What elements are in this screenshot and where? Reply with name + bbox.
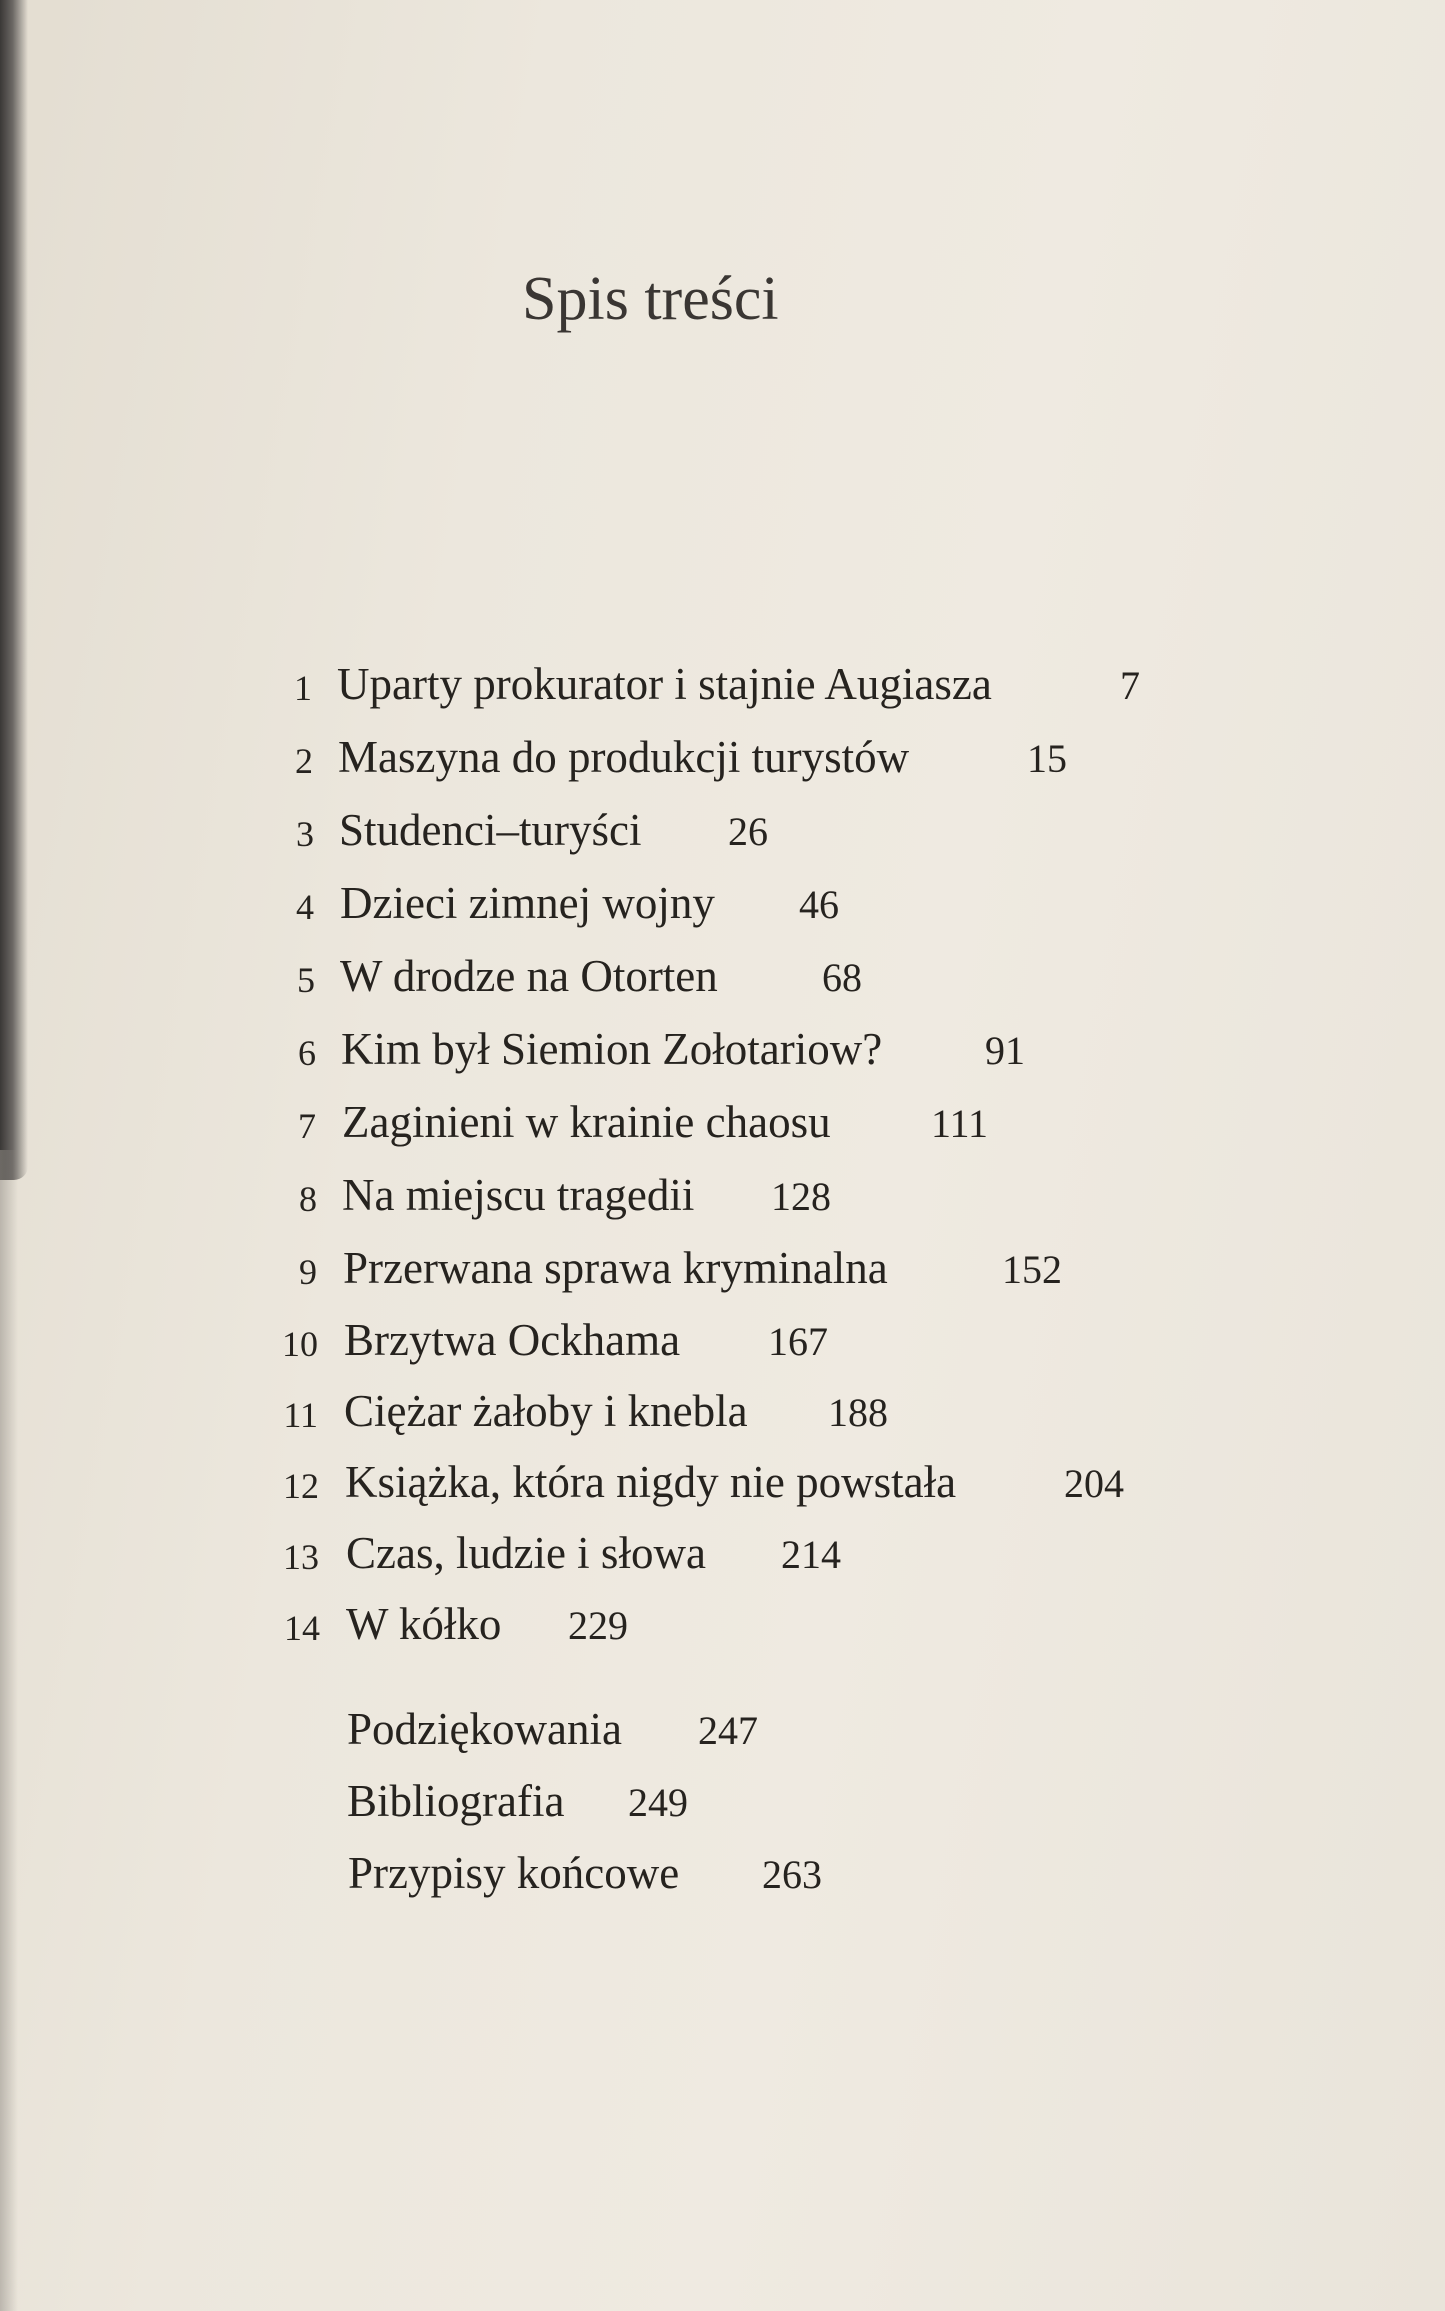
page-number: 167 (768, 1319, 828, 1364)
binding-edge (0, 1150, 18, 2311)
page-number: 46 (799, 882, 839, 927)
page-number: 214 (781, 1532, 841, 1577)
chapter-title: Na miejscu tragedii (342, 1170, 695, 1220)
chapter-number: 6 (298, 1033, 316, 1073)
page-number: 152 (1002, 1247, 1062, 1292)
page-number: 247 (698, 1708, 758, 1753)
chapter-title: Dzieci zimnej wojny (340, 878, 715, 928)
page-number: 204 (1064, 1461, 1124, 1506)
chapter-title: Brzytwa Ockhama (344, 1315, 681, 1365)
chapter-title: W kółko (346, 1599, 502, 1649)
chapter-title: Przerwana sprawa kryminalna (343, 1243, 888, 1293)
page-number: 111 (931, 1101, 989, 1146)
page-number: 263 (762, 1852, 822, 1897)
binding-shadow (0, 0, 28, 1180)
chapter-number: 2 (295, 741, 313, 781)
section-title: Bibliografia (347, 1776, 565, 1826)
chapter-number: 4 (296, 887, 314, 927)
page-number: 229 (568, 1603, 628, 1648)
chapter-title: Studenci–turyści (339, 805, 642, 855)
chapter-number: 13 (283, 1537, 319, 1577)
chapter-number: 11 (283, 1395, 318, 1435)
page-number: 68 (822, 955, 862, 1000)
page-number: 15 (1027, 736, 1067, 781)
page-number: 128 (771, 1174, 831, 1219)
chapter-title: Zaginieni w krainie chaosu (342, 1097, 831, 1147)
section-title: Podziękowania (347, 1704, 622, 1754)
chapter-number: 12 (283, 1466, 319, 1506)
chapter-title: Czas, ludzie i słowa (346, 1528, 706, 1578)
chapter-number: 3 (296, 814, 314, 854)
chapter-title: Kim był Siemion Zołotariow? (341, 1024, 883, 1074)
chapter-number: 9 (299, 1252, 317, 1292)
section-title: Przypisy końcowe (348, 1848, 680, 1898)
page-title: Spis treści (522, 265, 779, 333)
chapter-title: Uparty prokurator i stajnie Augiasza (337, 659, 992, 709)
page-number: 249 (628, 1780, 688, 1825)
page-number: 188 (828, 1390, 888, 1435)
page-number: 91 (985, 1028, 1025, 1073)
chapter-number: 10 (282, 1324, 318, 1364)
chapter-title: Ciężar żałoby i knebla (344, 1386, 748, 1436)
chapter-title: W drodze na Otorten (340, 951, 718, 1001)
chapter-number: 14 (284, 1608, 320, 1648)
chapter-number: 5 (297, 960, 315, 1000)
chapter-title: Książka, która nigdy nie powstała (345, 1457, 957, 1507)
chapter-number: 1 (294, 668, 312, 708)
chapter-number: 7 (298, 1106, 316, 1146)
page-number: 26 (728, 809, 768, 854)
chapter-title: Maszyna do produkcji turystów (338, 732, 910, 782)
page-number: 7 (1120, 663, 1140, 708)
chapter-number: 8 (299, 1179, 317, 1219)
